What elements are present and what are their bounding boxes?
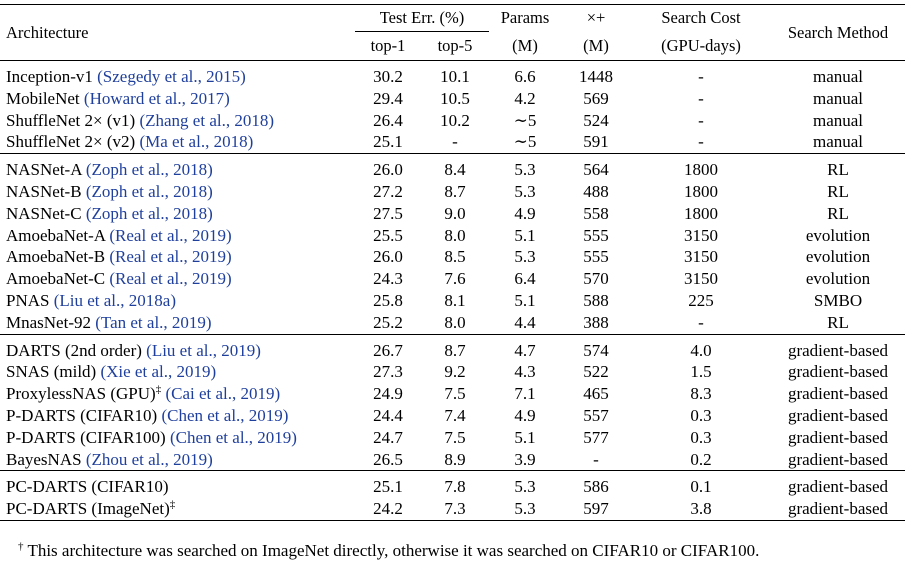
citation-link[interactable]: (Szegedy et al., 2015) [97, 67, 246, 86]
citation-link[interactable]: (Xie et al., 2019) [100, 362, 217, 382]
footnote-mark: † [18, 540, 24, 553]
search-cost-value: 225 [688, 290, 714, 310]
search-cost-value: 8.3 [690, 384, 712, 404]
search-cost-value: - [631, 61, 771, 88]
table-row [0, 268, 905, 290]
header-architecture: Architecture [0, 5, 355, 61]
search-cost-value: 3.8 [631, 498, 771, 520]
search-cost-value: - [698, 132, 704, 152]
header-top5: top-5 [437, 36, 473, 56]
top1-value: 24.3 [373, 269, 403, 289]
architecture-cell [0, 498, 355, 520]
top5-value: 8.7 [444, 181, 466, 201]
search-cost-value: - [698, 312, 704, 332]
search-method-value: gradient-based [787, 427, 889, 447]
params-value: ∼5 [513, 132, 537, 152]
table-row [0, 334, 905, 361]
search-method-value: evolution [805, 269, 871, 289]
architecture-name: MnasNet-92 [6, 312, 96, 332]
mult-adds-value: 388 [583, 312, 609, 332]
top1-value: 24.4 [373, 405, 403, 425]
search-method-value: gradient-based [787, 384, 889, 404]
params-value: 4.7 [489, 334, 561, 361]
top5-value: 8.4 [421, 154, 489, 181]
mult-adds-value: - [593, 449, 599, 469]
table-row [0, 471, 905, 498]
top5-value: 7.5 [444, 384, 466, 404]
header-top1: top-1 [370, 36, 406, 56]
table-row [0, 427, 905, 449]
mult-adds-value: 597 [561, 498, 631, 520]
params-value: 6.4 [514, 269, 536, 289]
top1-value: 27.3 [373, 362, 403, 382]
citation-link[interactable]: (Zoph et al., 2018) [85, 160, 213, 180]
table-row [0, 225, 905, 247]
architecture-name: NASNet-B [6, 181, 86, 201]
table-row [0, 203, 905, 225]
architecture-cell [0, 334, 355, 361]
params-value: 4.4 [514, 312, 536, 332]
citation-link[interactable]: (Chen et al., 2019) [161, 405, 289, 425]
mult-adds-value: 570 [583, 269, 609, 289]
params-value: 5.1 [514, 290, 536, 310]
search-cost-value: 0.3 [690, 405, 712, 425]
citation-link[interactable]: (Real et al., 2019) [109, 247, 232, 267]
top1-value: 26.5 [373, 449, 403, 469]
architecture-cell [0, 131, 355, 153]
top5-value: 8.9 [444, 449, 466, 469]
params-value: 5.3 [489, 154, 561, 181]
table-row [0, 131, 905, 153]
architecture-cell [0, 181, 355, 203]
architecture-cell [0, 225, 355, 247]
table-row [0, 88, 905, 110]
mult-adds-value: 488 [583, 181, 609, 201]
top5-value: 10.1 [421, 61, 489, 88]
mult-adds-value: 557 [583, 405, 609, 425]
citation-link[interactable]: (Zhou et al., 2019) [85, 449, 213, 469]
mult-adds-value: 591 [583, 132, 609, 152]
table-row [0, 405, 905, 427]
search-method-value: RL [827, 203, 849, 223]
architecture-cell [0, 361, 355, 383]
search-cost-value: - [698, 88, 704, 108]
citation-link[interactable]: (Chen et al., 2019) [169, 427, 297, 447]
citation-link[interactable]: (Real et al., 2019) [109, 269, 232, 289]
params-value: 5.3 [514, 181, 536, 201]
params-value: 5.1 [514, 225, 536, 245]
top1-value: 25.5 [373, 225, 403, 245]
header-search-cost: Search Cost [631, 5, 771, 32]
top1-value: 26.7 [355, 334, 421, 361]
top5-value: 8.1 [444, 290, 466, 310]
top5-value: 7.4 [444, 405, 466, 425]
citation-link[interactable]: (Zhang et al., 2018) [139, 110, 274, 130]
search-method-value: evolution [805, 225, 871, 245]
architecture-cell [0, 449, 355, 471]
table-row [0, 181, 905, 203]
dagger-mark: ‡ [155, 383, 162, 396]
header-search-cost-unit: (GPU-days) [661, 35, 741, 55]
search-cost-value: 0.2 [690, 449, 712, 469]
top1-value: 30.2 [355, 61, 421, 88]
search-method-value: gradient-based [787, 449, 889, 469]
top5-value: 8.7 [421, 334, 489, 361]
mult-adds-value: 588 [583, 290, 609, 310]
mult-adds-value: 574 [561, 334, 631, 361]
search-cost-value: 0.1 [631, 471, 771, 498]
params-value: 4.2 [514, 88, 536, 108]
mult-adds-value: 522 [583, 362, 609, 382]
search-cost-value: 1.5 [690, 362, 712, 382]
search-method-value: manual [771, 61, 905, 88]
citation-link[interactable]: (Liu et al., 2019) [146, 340, 261, 360]
top5-value: 8.0 [444, 312, 466, 332]
header-row-1 [0, 5, 905, 32]
search-cost-value: 3150 [684, 225, 718, 245]
mult-adds-value: 465 [583, 384, 609, 404]
header-params-unit: (M) [512, 35, 538, 55]
header-mult-unit: (M) [583, 35, 609, 55]
architecture-cell [0, 405, 355, 427]
table-row [0, 449, 905, 471]
citation-link[interactable]: (Cai et al., 2019) [161, 384, 281, 404]
table-body [0, 61, 905, 521]
top1-value: 25.2 [373, 312, 403, 332]
search-cost-value: - [698, 110, 704, 130]
architecture-cell [0, 110, 355, 132]
architecture-name: NASNet-A [6, 160, 86, 180]
architecture-name: PNAS [6, 290, 54, 310]
mult-adds-value: 564 [561, 154, 631, 181]
top5-value: 8.0 [444, 225, 466, 245]
architecture-name: AmoebaNet-B [6, 247, 110, 267]
params-value: 5.3 [489, 471, 561, 498]
footnote-text: This architecture was searched on ImageNet directly, otherwise it was searched on CIFAR10 or CIFAR100. [23, 541, 760, 560]
params-value: ∼5 [513, 110, 537, 130]
search-cost-value: 1800 [684, 181, 718, 201]
table-row [0, 110, 905, 132]
search-cost-value: 4.0 [631, 334, 771, 361]
search-method-value: gradient-based [787, 405, 889, 425]
table-row [0, 498, 905, 520]
mult-adds-value: 1448 [561, 61, 631, 88]
architecture-name: SNAS (mild) [6, 362, 101, 382]
top5-value: 7.6 [444, 269, 466, 289]
citation-link[interactable]: (Zoph et al., 2018) [85, 203, 213, 223]
search-method-value: SMBO [813, 290, 863, 310]
search-cost-value: 1800 [684, 203, 718, 223]
mult-adds-value: 555 [583, 247, 609, 267]
architecture-name: ProxylessNAS (GPU) [6, 384, 156, 404]
architecture-name: AmoebaNet-C [6, 269, 110, 289]
architecture-cell [0, 471, 355, 498]
architecture-cell [0, 312, 355, 334]
architecture-cell [0, 88, 355, 110]
top5-value: 7.8 [421, 471, 489, 498]
params-value: 4.9 [514, 203, 536, 223]
top1-value: 29.4 [373, 88, 403, 108]
citation-link[interactable]: (Liu et al., 2018a) [53, 290, 176, 310]
architecture-name: PC-DARTS (ImageNet) [6, 499, 170, 519]
table-row [0, 246, 905, 268]
architecture-cell [0, 61, 355, 88]
top1-value: 25.8 [373, 290, 403, 310]
search-cost-value: 0.3 [690, 427, 712, 447]
architecture-name: MobileNet [6, 88, 84, 108]
search-method-value: manual [812, 88, 864, 108]
search-method-value: gradient-based [771, 498, 905, 520]
params-value: 3.9 [514, 449, 536, 469]
mult-adds-value: 555 [583, 225, 609, 245]
architecture-name: P-DARTS (CIFAR100) [6, 427, 170, 447]
header-params: Params [489, 5, 561, 32]
table-row [0, 312, 905, 334]
top1-value: 25.1 [373, 132, 403, 152]
table-row [0, 383, 905, 405]
params-value: 5.3 [514, 247, 536, 267]
search-method-value: RL [827, 312, 849, 332]
top1-value: 26.0 [355, 154, 421, 181]
citation-link[interactable]: (Zoph et al., 2018) [85, 181, 213, 201]
header-mult-adds: ×+ [561, 5, 631, 32]
mult-adds-value: 558 [583, 203, 609, 223]
search-cost-value: 1800 [631, 154, 771, 181]
search-cost-value: 3150 [684, 247, 718, 267]
results-table [0, 4, 905, 521]
top1-value: 27.2 [373, 181, 403, 201]
citation-link[interactable]: (Howard et al., 2017) [83, 88, 230, 108]
table-row [0, 361, 905, 383]
top5-value: 8.5 [444, 247, 466, 267]
search-method-value: gradient-based [787, 362, 889, 382]
search-method-value: manual [812, 132, 864, 152]
citation-link[interactable]: (Tan et al., 2019) [95, 312, 212, 332]
mult-adds-value: 524 [583, 110, 609, 130]
table-row [0, 290, 905, 312]
mult-adds-value: 577 [583, 427, 609, 447]
top1-value: 27.5 [373, 203, 403, 223]
search-method-value: manual [812, 110, 864, 130]
architecture-name: NASNet-C [6, 203, 86, 223]
top1-value: 25.1 [355, 471, 421, 498]
top1-value: 26.4 [373, 110, 403, 130]
top5-value: 7.3 [421, 498, 489, 520]
params-value: 6.6 [489, 61, 561, 88]
architecture-cell [0, 427, 355, 449]
top5-value: 10.5 [440, 88, 470, 108]
top5-value: 9.2 [444, 362, 466, 382]
dagger-mark: ‡ [169, 498, 176, 511]
architecture-cell [0, 290, 355, 312]
params-value: 4.3 [514, 362, 536, 382]
citation-link[interactable]: (Real et al., 2019) [109, 225, 232, 245]
footnote [18, 541, 759, 561]
top5-value: 7.5 [444, 427, 466, 447]
params-value: 4.9 [514, 405, 536, 425]
params-value: 5.3 [489, 498, 561, 520]
architecture-name: AmoebaNet-A [6, 225, 110, 245]
top5-value: - [452, 132, 458, 152]
params-value: 5.1 [514, 427, 536, 447]
top1-value: 24.7 [373, 427, 403, 447]
top1-value: 26.0 [373, 247, 403, 267]
architecture-name: ShuffleNet 2× (v2) [6, 132, 140, 152]
table-row [0, 154, 905, 181]
architecture-name: P-DARTS (CIFAR10) [6, 405, 162, 425]
mult-adds-value: 569 [583, 88, 609, 108]
architecture-cell [0, 154, 355, 181]
top5-value: 10.2 [440, 110, 470, 130]
architecture-name: BayesNAS [6, 449, 86, 469]
top5-value: 9.0 [444, 203, 466, 223]
search-method-value: RL [827, 181, 849, 201]
citation-link[interactable]: (Ma et al., 2018) [139, 132, 254, 152]
architecture-name: Inception-v1 [6, 67, 98, 86]
params-value: 7.1 [514, 384, 536, 404]
search-method-value: gradient-based [771, 471, 905, 498]
architecture-cell [0, 268, 355, 290]
architecture-cell [0, 246, 355, 268]
architecture-name: DARTS (2nd order) [6, 340, 147, 360]
search-cost-value: 3150 [684, 269, 718, 289]
header-search-method: Search Method [771, 5, 905, 61]
search-method-value: RL [771, 154, 905, 181]
architecture-cell [0, 203, 355, 225]
top1-value: 24.2 [355, 498, 421, 520]
architecture-name: PC-DARTS (CIFAR10) [6, 477, 169, 497]
header-test-err: Test Err. (%) [355, 5, 489, 32]
search-method-value: gradient-based [771, 334, 905, 361]
top1-value: 24.9 [373, 384, 403, 404]
search-method-value: evolution [805, 247, 871, 267]
architecture-cell [0, 383, 355, 405]
architecture-name: ShuffleNet 2× (v1) [6, 110, 140, 130]
mult-adds-value: 586 [561, 471, 631, 498]
table-row [0, 61, 905, 88]
